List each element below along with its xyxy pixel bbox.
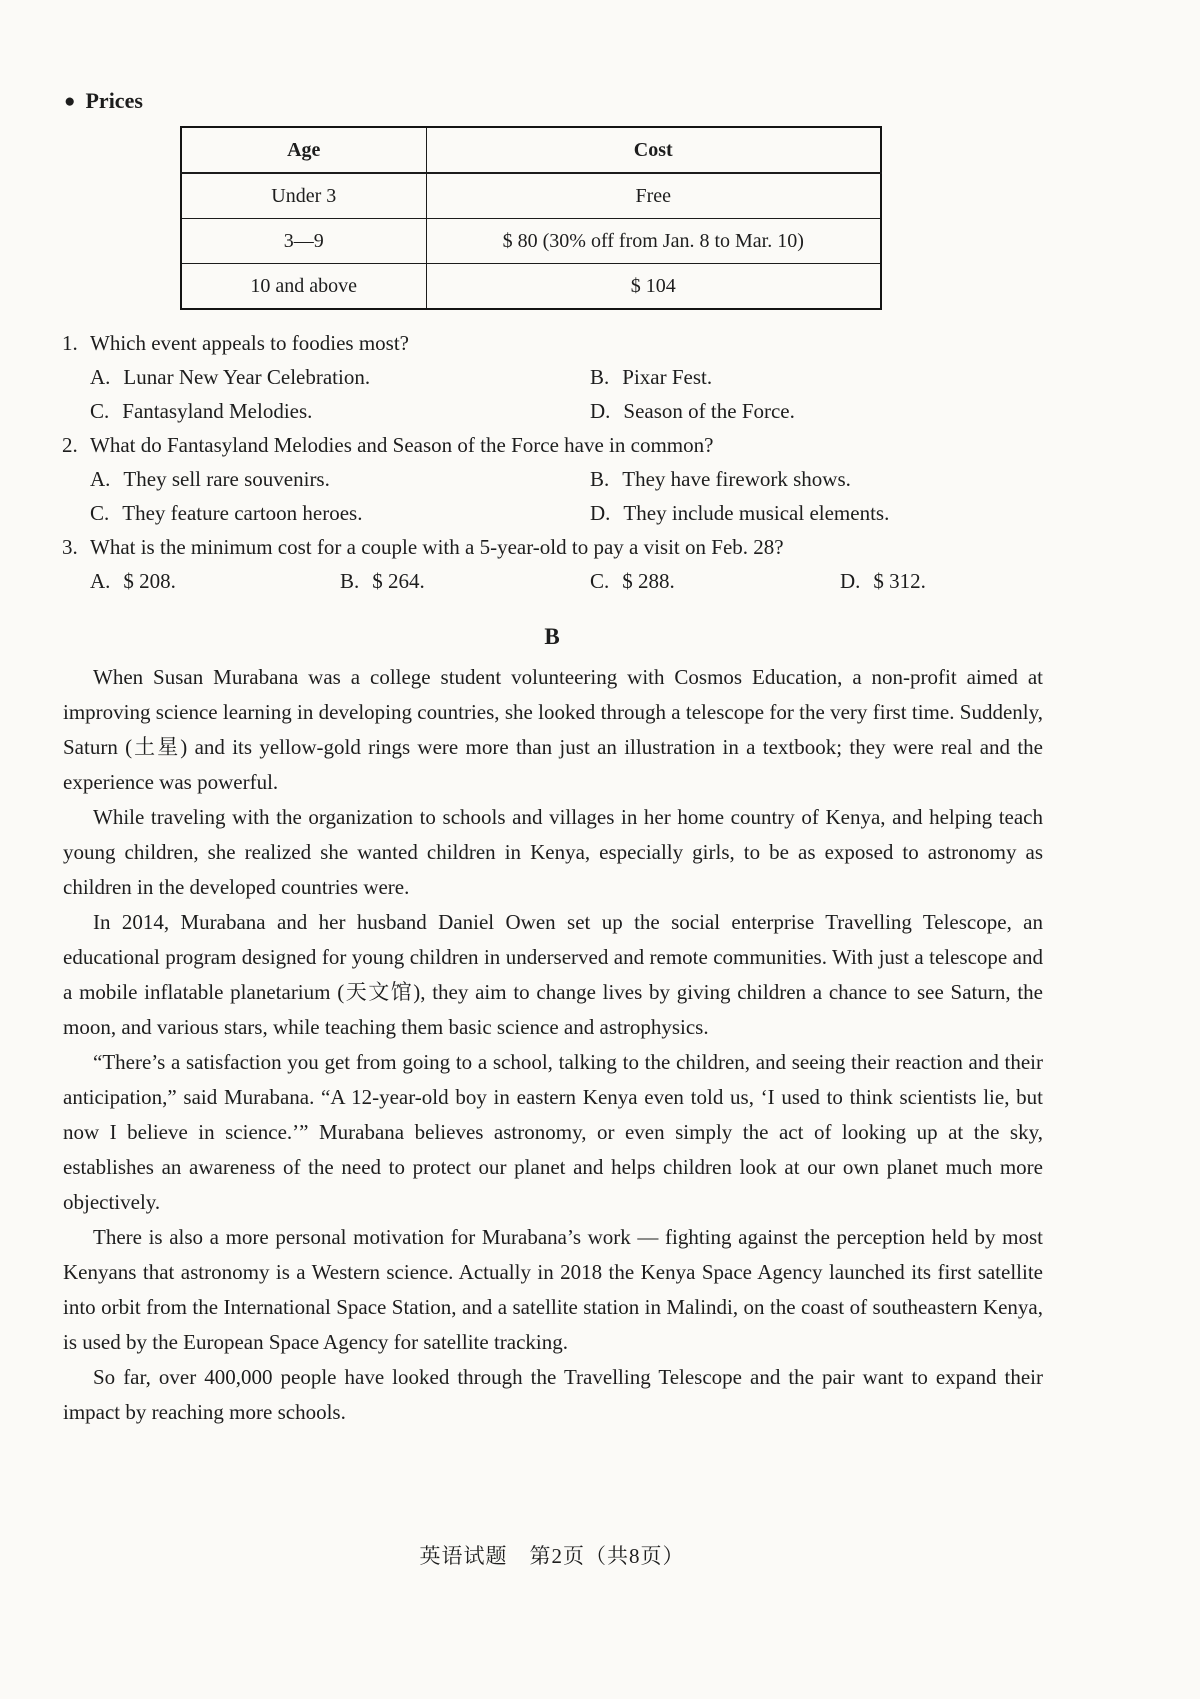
question-2-options-row-2 [62,496,1136,530]
question-1-option-b [590,360,1136,394]
table-cell-cost-under3: Free [426,173,881,219]
question-2-option-d [590,496,1136,530]
table-row [181,264,881,310]
passage-paragraph-2: While traveling with the organization to schools and villages in her home country of Kenya, and helping teach young children, she realized she wanted children in Kenya, especially girls, to be as exposed to astronomy as children in the developed countries were. [63,805,1043,899]
option-label: C. [590,569,610,593]
option-label: B. [590,365,610,389]
passage-paragraph-3: In 2014, Murabana and her husband Daniel Owen set up the social enterprise Travelling Telescope, an educational program designed for young children in underserved and remote communities. With just a telescope and a mobile inflatable planetarium (天文馆), they aim to change lives by giving children a chance to see Saturn, the moon, and various stars, while teaching them basic science and astrophysics. [63,910,1043,1039]
option-text: Pixar Fest. [622,365,713,389]
option-label: D. [840,569,861,593]
table-cell-cost-3to9: $ 80 (30% off from Jan. 8 to Mar. 10) [426,219,881,264]
table-cell-age-under3: Under 3 [181,173,426,219]
question-3-option-c [590,564,840,598]
option-text: They feature cartoon heroes. [122,501,363,525]
question-number: 2. [62,433,78,457]
prices-label: Prices [85,88,143,113]
question-2-option-b [590,462,1136,496]
option-label: A. [90,467,111,491]
passage-paragraph-1: When Susan Murabana was a college student volunteering with Cosmos Education, a non-profit aimed at improving science learning in developing countries, she looked through a telescope for the very first time. Suddenly, Saturn (土星) and its yellow-gold rings were more than just an illustration in a textbook; they were real and the experience was powerful. [63,665,1043,794]
table-header-cost: Cost [426,127,881,173]
table-cell-age-3to9: 3—9 [181,219,426,264]
option-text: $ 288. [622,569,675,593]
prices-heading [64,0,1200,114]
question-2-text-line [62,428,1136,462]
table-row [181,219,881,264]
question-1-options-row-1 [62,360,1136,394]
option-text: They have firework shows. [622,467,851,491]
passage-paragraph-5: There is also a more personal motivation for Murabana’s work — fighting against the perception held by most Kenyans that astronomy is a Western science. Actually in 2018 the Kenya Space Agency launched its first satellite into orbit from the International Space Station, and a satellite station in Malindi, on the coast of southeastern Kenya, is used by the European Space Agency for satellite tracking. [63,1225,1043,1354]
question-2-option-c [90,496,590,530]
question-3-text-line [62,530,1136,564]
table-cell-cost-10plus: $ 104 [426,264,881,310]
table-header-row [181,127,881,173]
option-text: Lunar New Year Celebration. [123,365,371,389]
question-3-options-row [62,564,1136,598]
question-1-option-c [90,394,590,428]
passage-paragraph-4: “There’s a satisfaction you get from going to a school, talking to the children, and seeing their reaction and their anticipation,” said Murabana. “A 12-year-old boy in eastern Kenya even told us, ‘I used to think scientists lie, but now I believe in science.’” Murabana believes astronomy, or even simply the act of looking up at the sky, establishes an awareness of the need to protect our planet and helps children look at our own planet much more objectively. [63,1050,1043,1214]
section-b-heading: B [544,624,560,649]
option-label: B. [590,467,610,491]
option-label: A. [90,569,111,593]
question-1-options-row-2 [62,394,1136,428]
option-text: They sell rare souvenirs. [123,467,330,491]
option-text: $ 208. [123,569,176,593]
option-label: D. [590,501,611,525]
option-text: They include musical elements. [623,501,890,525]
question-2 [62,428,1136,530]
option-label: C. [90,399,110,423]
table-cell-age-10plus: 10 and above [181,264,426,310]
question-2-option-a [90,462,590,496]
question-2-options-row-1 [62,462,1136,496]
question-3-option-d [840,564,1136,598]
question-text: Which event appeals to foodies most? [90,331,409,355]
questions-block [62,326,1136,598]
table-header-age: Age [181,127,426,173]
question-1-option-a [90,360,590,394]
option-text: $ 312. [873,569,926,593]
option-label: C. [90,501,110,525]
question-number: 1. [62,331,78,355]
question-1-option-d [590,394,1136,428]
question-1 [62,326,1136,428]
option-text: Season of the Force. [623,399,795,423]
question-3 [62,530,1136,598]
question-1-text-line [62,326,1136,360]
question-number: 3. [62,535,78,559]
passage-paragraph-6: So far, over 400,000 people have looked through the Travelling Telescope and the pair want to expand their impact by reaching more schools. [63,1365,1043,1424]
option-label: A. [90,365,111,389]
question-text: What do Fantasyland Melodies and Season of the Force have in common? [90,433,714,457]
option-text: Fantasyland Melodies. [122,399,313,423]
prices-table [180,126,882,310]
question-text: What is the minimum cost for a couple with a 5-year-old to pay a visit on Feb. 28? [90,535,784,559]
bullet-icon: ● [64,90,76,112]
option-text: $ 264. [372,569,425,593]
page-footer: 英语试题 第2页（共8页） [419,1544,685,1568]
option-label: D. [590,399,611,423]
option-label: B. [340,569,360,593]
table-row [181,173,881,219]
question-3-option-b [340,564,590,598]
question-3-option-a [90,564,340,598]
